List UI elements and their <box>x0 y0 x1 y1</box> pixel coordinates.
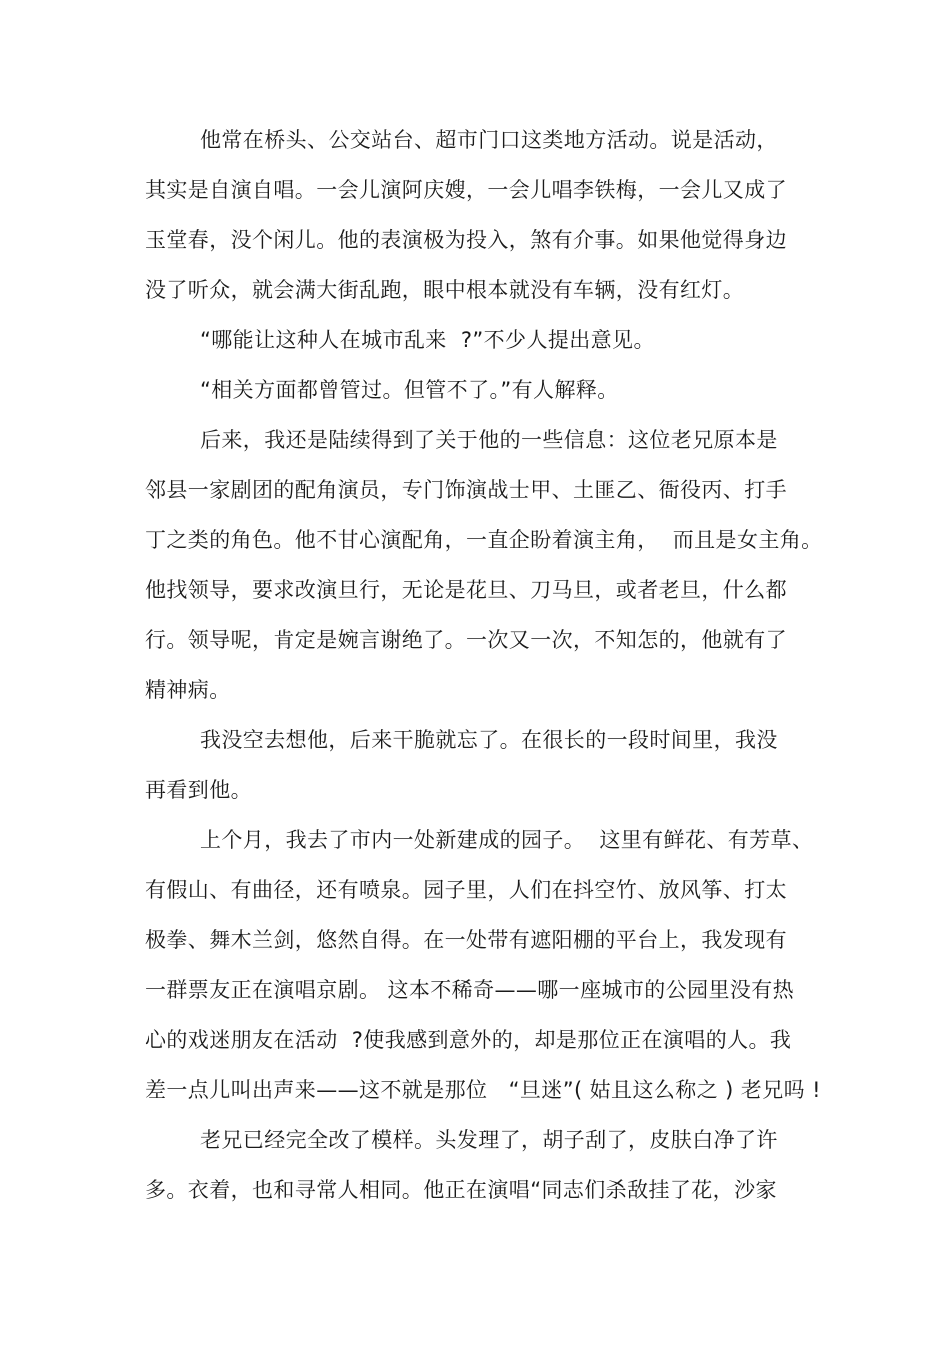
text-line: 多。衣着，也和寻常人相同。他正在演唱“同志们杀敌挂了花，沙家 <box>145 1178 777 1202</box>
text-line: 我没空去想他，后来干脆就忘了。在很长的一段时间里，我没 <box>200 728 778 752</box>
text-line: “哪能让这种人在城市乱来 ?”不少人提出意见。 <box>200 328 655 352</box>
text-line: 有假山、有曲径，还有喷泉。园子里，人们在抖空竹、放风筝、打太 <box>145 878 787 902</box>
text-line: 邻县一家剧团的配角演员，专门饰演战士甲、土匪乙、衙役丙、打手 <box>145 478 787 502</box>
text-line: 再看到他。 <box>145 778 252 802</box>
text-line: 他常在桥头、公交站台、超市门口这类地方活动。说是活动， <box>200 128 778 152</box>
text-line: 没了听众，就会满大街乱跑，眼中根本就没有车辆，没有红灯。 <box>145 278 745 302</box>
text-line: 行。领导呢，肯定是婉言谢绝了。一次又一次，不知怎的，他就有了 <box>145 628 787 652</box>
text-line: 心的戏迷朋友在活动 ?使我感到意外的，却是那位正在演唱的人。我 <box>145 1028 792 1052</box>
text-line: 差一点儿叫出声来——这不就是那位 “旦迷”( 姑且这么称之 ) 老兄吗 ! <box>145 1078 821 1102</box>
text-line: 上个月，我去了市内一处新建成的园子。 这里有鲜花、有芳草、 <box>200 828 814 852</box>
text-line: 后来，我还是陆续得到了关于他的一些信息：这位老兄原本是 <box>200 428 778 452</box>
text-line: 老兄已经完全改了模样。头发理了，胡子刮了，皮肤白净了许 <box>200 1128 778 1152</box>
text-line: 其实是自演自唱。一会儿演阿庆嫂，一会儿唱李铁梅，一会儿又成了 <box>145 178 787 202</box>
text-line: 一群票友正在演唱京剧。 这本不稀奇——哪一座城市的公园里没有热 <box>145 978 795 1002</box>
text-line: “相关方面都曾管过。但管不了。”有人解释。 <box>200 378 619 402</box>
text-line: 极拳、舞木兰剑，悠然自得。在一处带有遮阳棚的平台上，我发现有 <box>145 928 787 952</box>
text-line: 丁之类的角色。他不甘心演配角，一直企盼着演主角， 而且是女主角。 <box>145 528 823 552</box>
text-line: 精神病。 <box>145 678 231 702</box>
text-line: 他找领导，要求改演旦行，无论是花旦、刀马旦，或者老旦，什么都 <box>145 578 787 602</box>
text-line: 玉堂春，没个闲儿。他的表演极为投入，煞有介事。如果他觉得身边 <box>145 228 787 252</box>
